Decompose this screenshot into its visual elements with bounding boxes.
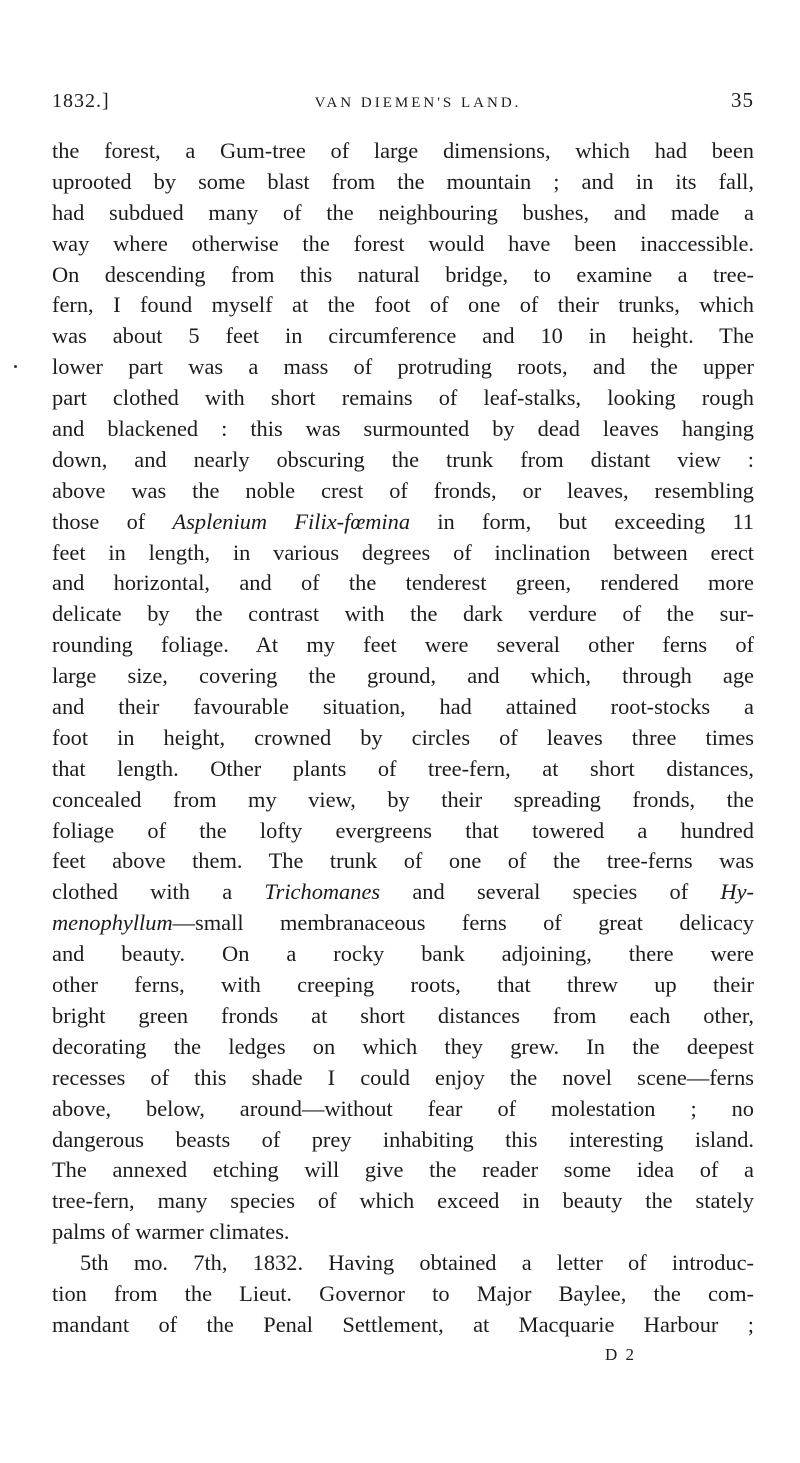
text-line: feet above them. The trunk of one of the tree-ferns was bbox=[52, 848, 754, 874]
text-line: tree-fern, many species of which exceed in beauty the stately bbox=[52, 1188, 754, 1214]
text-line: and beauty. On a rocky bank adjoining, there were bbox=[52, 941, 754, 967]
stray-dot-mark bbox=[14, 365, 17, 368]
text-line: uprooted by some blast from the mountain ; and in its fall, bbox=[52, 168, 754, 194]
text-line: and blackened : this was surmounted by dead leaves hanging bbox=[52, 416, 754, 442]
text-line: decorating the ledges on which they grew. In the deepest bbox=[52, 1033, 754, 1059]
text-line: and horizontal, and of the tenderest green, rendered more bbox=[52, 570, 754, 596]
running-head-date: 1832.] bbox=[52, 90, 110, 112]
text-line: that length. Other plants of tree-fern, at short distances, bbox=[52, 755, 754, 781]
text-line: concealed from my view, by their spreading fronds, the bbox=[52, 786, 754, 812]
text-line: part clothed with short remains of leaf-stalks, looking rough bbox=[52, 385, 754, 411]
text-line: feet in length, in various degrees of inclination between erect bbox=[52, 539, 754, 565]
text-line: palms of warmer climates. bbox=[52, 1219, 290, 1245]
running-head-title: VAN DIEMEN'S LAND. bbox=[314, 95, 522, 111]
text-line: delicate by the contrast with the dark verdure of the sur- bbox=[52, 601, 754, 627]
text-line: above, below, around—without fear of molestation ; no bbox=[52, 1095, 754, 1121]
text-line: menophyllum—small membranaceous ferns of great delicacy bbox=[52, 910, 754, 936]
text-line: way where otherwise the forest would have been inaccessible. bbox=[52, 230, 754, 256]
text-line: and their favourable situation, had attained root-stocks a bbox=[52, 694, 754, 720]
text-line: rounding foliage. At my feet were several other ferns of bbox=[52, 632, 754, 658]
text-line: 5th mo. 7th, 1832. Having obtained a letter of introduc- bbox=[80, 1250, 754, 1276]
text-line: foliage of the lofty evergreens that towered a hundred bbox=[52, 817, 754, 843]
text-line: large size, covering the ground, and which, through age bbox=[52, 663, 754, 689]
text-line: down, and nearly obscuring the trunk from distant view : bbox=[52, 446, 754, 472]
text-line: clothed with a Trichomanes and several species of Hy- bbox=[52, 879, 754, 905]
text-line: above was the noble crest of fronds, or leaves, resembling bbox=[52, 477, 754, 503]
italic-genus-name: Hy- bbox=[720, 879, 754, 905]
signature-mark: D 2 bbox=[604, 1344, 636, 1364]
text-line: recesses of this shade I could enjoy the novel scene—ferns bbox=[52, 1064, 754, 1090]
text-line: had subdued many of the neighbouring bushes, and made a bbox=[52, 199, 754, 225]
italic-species-name: Asplenium Filix-fœmina bbox=[172, 508, 411, 534]
running-head bbox=[52, 88, 754, 128]
text-line: lower part was a mass of protruding roots, and the upper bbox=[52, 354, 754, 380]
text-line: fern, I found myself at the foot of one of their trunks, which bbox=[52, 292, 754, 318]
body-text bbox=[52, 136, 754, 1341]
book-page bbox=[52, 88, 754, 1365]
text-line: the forest, a Gum-tree of large dimensions, which had been bbox=[52, 138, 754, 163]
italic-genus-name: menophyllum bbox=[52, 910, 173, 936]
text-line: other ferns, with creeping roots, that threw up their bbox=[52, 972, 754, 998]
text-line: was about 5 feet in circumference and 10 in height. The bbox=[52, 323, 754, 349]
text-line: those of Asplenium Filix-fœmina in form, but exceeding 11 bbox=[52, 508, 754, 534]
italic-genus-name: Trichomanes bbox=[264, 879, 381, 905]
text-line: dangerous beasts of prey inhabiting this interesting island. bbox=[52, 1126, 754, 1152]
text-line: The annexed etching will give the reader some idea of a bbox=[52, 1157, 754, 1183]
text-line: On descending from this natural bridge, to examine a tree- bbox=[52, 261, 754, 287]
text-line: mandant of the Penal Settlement, at Macquarie Harbour ; bbox=[52, 1311, 754, 1337]
text-line: bright green fronds at short distances from each other, bbox=[52, 1002, 754, 1028]
text-line: foot in height, crowned by circles of leaves three times bbox=[52, 724, 754, 750]
text-line: tion from the Lieut. Governor to Major Baylee, the com- bbox=[52, 1280, 754, 1306]
page-number: 35 bbox=[731, 88, 754, 112]
